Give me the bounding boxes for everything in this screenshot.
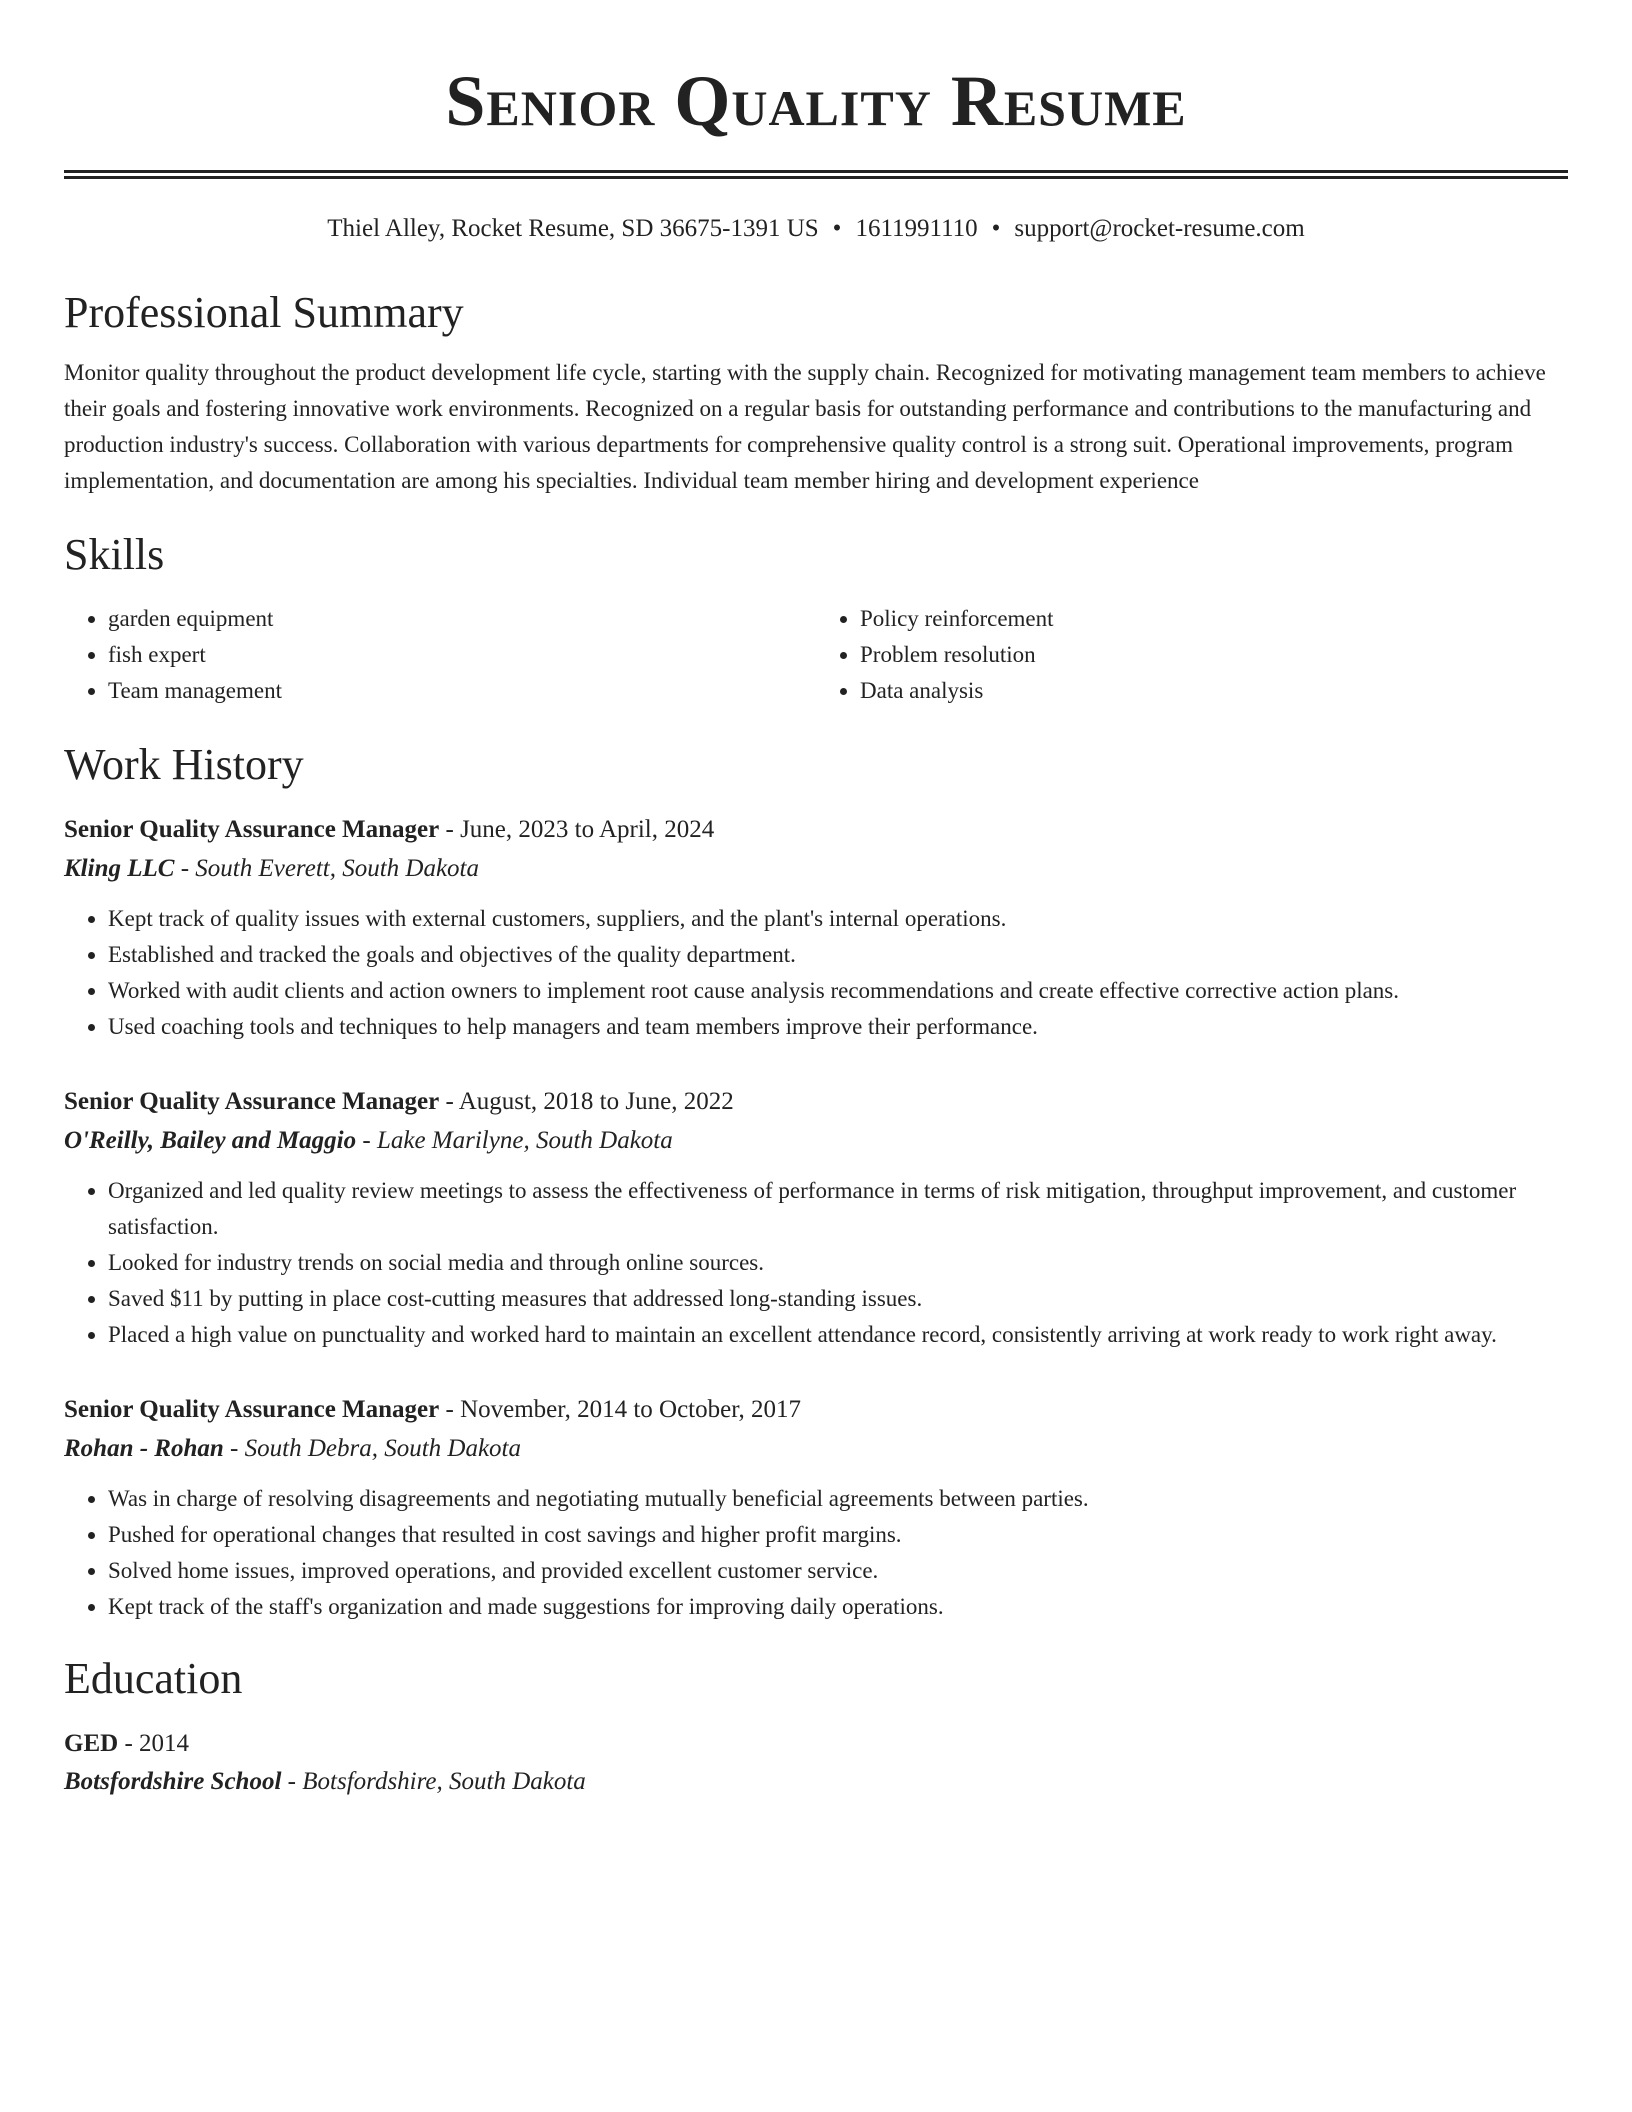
skills-list	[64, 601, 1568, 709]
job-bullets	[64, 1481, 1568, 1625]
summary-heading: Professional Summary	[64, 288, 464, 337]
job-bullet: • Was in charge of resolving disagreements and negotiating mutually beneficial agreements between parties.	[108, 1481, 1568, 1517]
job-bullet: • Used coaching tools and techniques to help managers and team members improve their performance.	[108, 1009, 1568, 1045]
job-title: Senior Quality Assurance Manager	[64, 1396, 440, 1423]
job-bullet: • Looked for industry trends on social media and through online sources.	[108, 1245, 1568, 1281]
job-header: Senior Quality Assurance Manager - June, 2023 to April, 2024	[64, 816, 715, 843]
skill-item: • Problem resolution	[860, 637, 1568, 673]
skill-item: • Data analysis	[860, 673, 1568, 709]
education-entry	[64, 1725, 1568, 1801]
job-bullets	[64, 1173, 1568, 1353]
summary-text: Monitor quality throughout the product development life cycle, starting with the supply chain. Recognized for motivating management team members to achieve their goals and fostering innovative work environments. Recognized on a regular basis for outstanding performance and contributions to the manufacturing and production industry's success. Collaboration with various departments for comprehensive quality control is a strong suit. Operational improvements, program implementation, and documentation are among his specialties. Individual team member hiring and development experience	[64, 360, 1546, 493]
skills-column-left	[64, 601, 816, 709]
degree-name: GED	[64, 1730, 119, 1757]
contact-separator: •	[991, 215, 1001, 242]
company-line: O'Reilly, Bailey and Maggio - Lake Marilyne, South Dakota	[64, 1127, 673, 1154]
job-header: Senior Quality Assurance Manager - November, 2014 to October, 2017	[64, 1396, 802, 1423]
degree-year: 2014	[139, 1730, 190, 1757]
job-bullet: • Organized and led quality review meetings to assess the effectiveness of performance in terms of risk mitigation, throughput improvement, and customer satisfaction.	[108, 1173, 1568, 1245]
skill-item: • Team management	[108, 673, 816, 709]
contact-phone: 1611991110	[855, 215, 978, 242]
job-bullet: • Kept track of the staff's organization and made suggestions for improving daily operations.	[108, 1589, 1568, 1625]
job-bullets	[64, 901, 1568, 1045]
company-location: South Everett, South Dakota	[195, 855, 480, 882]
job-title: Senior Quality Assurance Manager	[64, 816, 440, 843]
job-entry	[64, 811, 1568, 1045]
job-title: Senior Quality Assurance Manager	[64, 1088, 440, 1115]
company-line: Rohan - Rohan - South Debra, South Dakota	[64, 1435, 521, 1462]
company-name: Kling LLC	[64, 855, 175, 882]
job-bullet: • Solved home issues, improved operations, and provided excellent customer service.	[108, 1553, 1568, 1589]
school-line: Botsfordshire School - Botsfordshire, South Dakota	[64, 1768, 586, 1795]
skills-column-right	[816, 601, 1568, 709]
contact-address: Thiel Alley, Rocket Resume, SD 36675-1391 US	[327, 215, 819, 242]
skills-heading: Skills	[64, 530, 165, 579]
education-heading: Education	[64, 1654, 243, 1703]
school-location: Botsfordshire, South Dakota	[302, 1768, 586, 1795]
contact-line	[64, 213, 1568, 245]
job-bullet: • Established and tracked the goals and objectives of the quality department.	[108, 937, 1568, 973]
title-double-rule	[64, 170, 1568, 179]
job-dates: June, 2023 to April, 2024	[460, 816, 715, 843]
job-bullet: • Placed a high value on punctuality and worked hard to maintain an excellent attendance record, consistently arriving at work ready to work right away.	[108, 1317, 1568, 1353]
company-line: Kling LLC - South Everett, South Dakota	[64, 855, 480, 882]
job-entry	[64, 1083, 1568, 1353]
company-name: O'Reilly, Bailey and Maggio	[64, 1127, 357, 1154]
contact-email: support@rocket-resume.com	[1014, 215, 1305, 242]
job-bullet: • Kept track of quality issues with external customers, suppliers, and the plant's internal operations.	[108, 901, 1568, 937]
degree-line: GED - 2014	[64, 1730, 190, 1757]
company-location: Lake Marilyne, South Dakota	[376, 1127, 673, 1154]
job-bullet: • Worked with audit clients and action owners to implement root cause analysis recommendations and create effective corrective action plans.	[108, 973, 1568, 1009]
skill-item: • fish expert	[108, 637, 816, 673]
job-header: Senior Quality Assurance Manager - August, 2018 to June, 2022	[64, 1088, 734, 1115]
work-history-heading: Work History	[64, 740, 304, 789]
company-name: Rohan - Rohan	[64, 1435, 224, 1462]
skill-item: • garden equipment	[108, 601, 816, 637]
contact-separator: •	[832, 215, 842, 242]
job-dates: August, 2018 to June, 2022	[458, 1088, 734, 1115]
job-entry	[64, 1391, 1568, 1625]
job-bullet: • Saved $11 by putting in place cost-cutting measures that addressed long-standing issues.	[108, 1281, 1568, 1317]
resume-title: Senior Quality Resume	[445, 61, 1187, 141]
skill-item: • Policy reinforcement	[860, 601, 1568, 637]
job-bullet: • Pushed for operational changes that resulted in cost savings and higher profit margins.	[108, 1517, 1568, 1553]
job-dates: November, 2014 to October, 2017	[460, 1396, 802, 1423]
school-name: Botsfordshire School	[64, 1768, 282, 1795]
company-location: South Debra, South Dakota	[244, 1435, 521, 1462]
